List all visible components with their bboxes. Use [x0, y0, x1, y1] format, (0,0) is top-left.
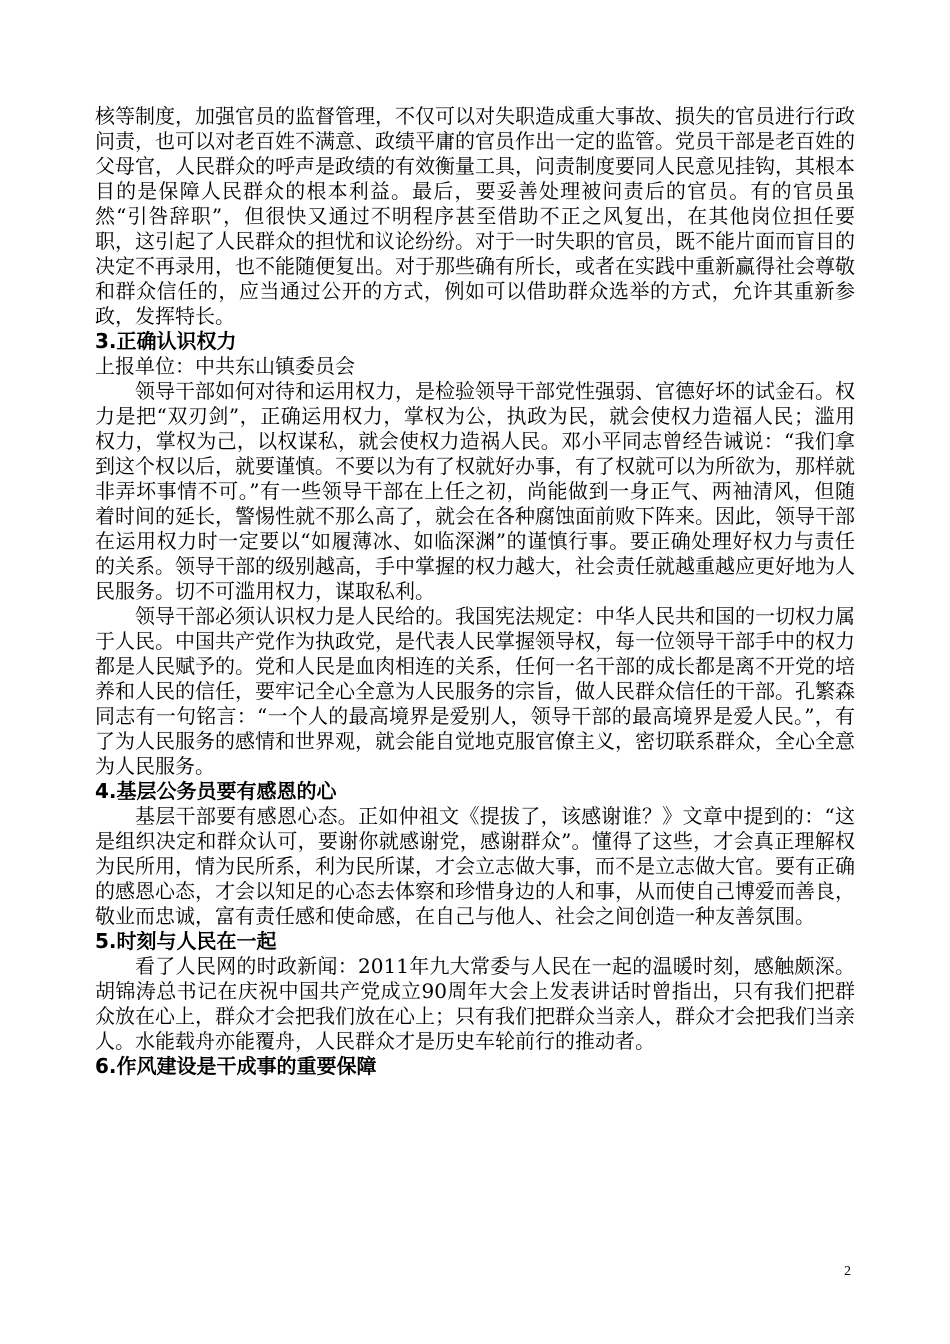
paragraph-power-1: 领导干部如何对待和运用权力，是检验领导干部党性强弱、官德好坏的试金石。权力是把“双刃剑”，正确运用权力，掌权为公，执政为民，就会使权力造福人民；滥用权力，掌权为己，以权谋私，就会使权力造祸人民。邓小平同志曾经告诫说：“我们拿到这个权以后，就要谨慎。不要以为有了权就好办事，有了权就可以为所欲为，那样就非弄坏事情不可。”有一些领导干部在上任之初，尚能做到一身正气、两袖清风，但随着时间的延长，警惕性就不那么高了，就会在各种腐蚀面前败下阵来。因此，领导干部在运用权力时一定要以“如履薄冰、如临深渊”的谨慎行事。要正确处理好权力与责任的关系。领导干部的级别越高，手中掌握的权力越大，社会责任就越重越应更好地为人民服务。切不可滥用权力，谋取私利。 [95, 379, 855, 603]
paragraph-with-people: 看了人民网的时政新闻：2011年九大常委与人民在一起的温暖时刻，感触颇深。胡锦涛总书记在庆祝中国共产党成立90周年大会上发表讲话时曾指出，只有我们把群众放在心上，群众才会把我们放在心上；只有我们把群众当亲人，群众才会把我们当亲人。水能载舟亦能覆舟，人民群众才是历史车轮前行的推动者。 [95, 954, 855, 1053]
document-body [95, 104, 855, 1079]
page-number: 2 [844, 1264, 851, 1279]
section-heading-3: 3.正确认识权力 [95, 329, 237, 353]
paragraph-power-2: 领导干部必须认识权力是人民给的。我国宪法规定：中华人民共和国的一切权力属于人民。中国共产党作为执政党，是代表人民掌握领导权，每一位领导干部手中的权力都是人民赋予的。党和人民是血肉相连的关系，任何一名干部的成长都是离不开党的培养和人民的信任，要牢记全心全意为人民服务的宗旨，做人民群众信任的干部。孔繁森同志有一句铭言：“一个人的最高境界是爱别人，领导干部的最高境界是爱人民。”，有了为人民服务的感情和世界观，就会能自觉地克服官僚主义，密切联系群众，全心全意为人民服务。 [95, 604, 855, 778]
paragraph-gratitude: 基层干部要有感恩心态。正如仲祖文《提拔了，该感谢谁？》文章中提到的：“这是组织决定和群众认可，要谢你就感谢党，感谢群众”。懂得了这些，才会真正理解权为民所用，情为民所系，利为民所谋，才会立志做大事，而不是立志做大官。要有正确的感恩心态，才会以知足的心态去体察和珍惜身边的人和事，从而使自己博爱而善良，敬业而忠诚，富有责任感和使命感，在自己与他人、社会之间创造一种友善氛围。 [95, 804, 855, 928]
paragraph-accountability-continued: 核等制度，加强官员的监督管理，不仅可以对失职造成重大事故、损失的官员进行行政问责，也可以对老百姓不满意、政绩平庸的官员作出一定的监管。党员干部是老百姓的父母官，人民群众的呼声是政绩的有效衡量工具，问责制度要同人民意见挂钩，其根本目的是保障人民群众的根本利益。最后，要妥善处理被问责后的官员。有的官员虽然“引咎辞职”，但很快又通过不明程序甚至借助不正之风复出，在其他岗位担任要职，这引起了人民群众的担忧和议论纷纷。对于一时失职的官员，既不能片面而盲目的决定不再录用，也不能随便复出。对于那些确有所长，或者在实践中重新赢得社会尊敬和群众信任的，应当通过公开的方式，例如可以借助群众选举的方式，允许其重新参政，发挥特长。 [95, 104, 855, 328]
section-heading-4: 4.基层公务员要有感恩的心 [95, 779, 337, 803]
section-heading-5: 5.时刻与人民在一起 [95, 929, 277, 953]
section-heading-6: 6.作风建设是干成事的重要保障 [95, 1054, 377, 1078]
reporting-unit-line: 上报单位：中共东山镇委员会 [95, 354, 355, 378]
